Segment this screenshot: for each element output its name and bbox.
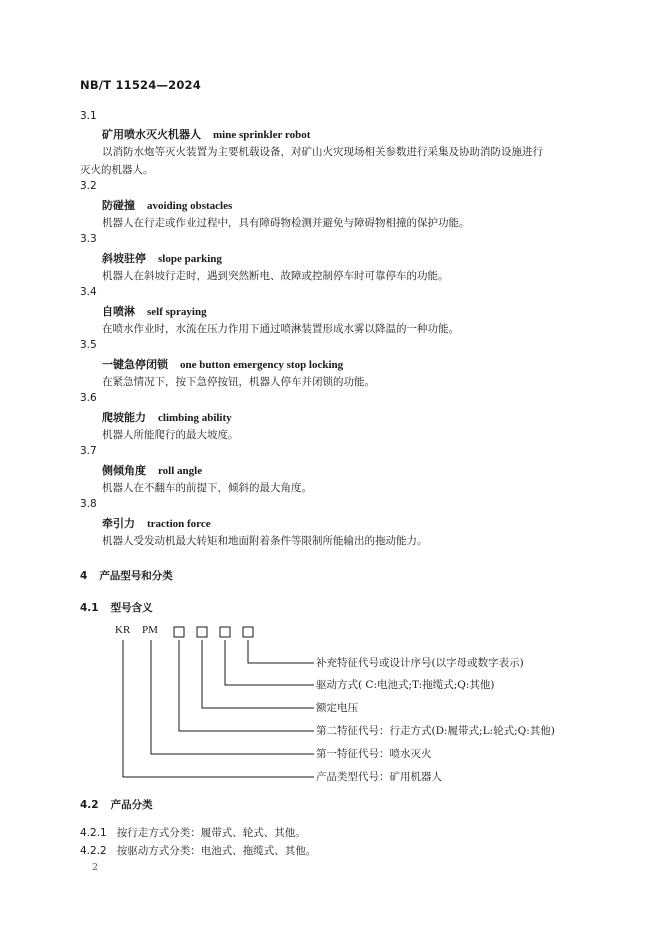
term-chinese: 防碰撞 (102, 199, 135, 212)
term-definition-line: 机器人受发动机最大转矩和地面附着条件等限制所能输出的拖动能力。 (102, 535, 428, 547)
model-label: 产品类型代号：矿用机器人 (316, 771, 442, 783)
term-chinese: 矿用喷水灭火机器人 (102, 128, 201, 141)
term-english: self spraying (147, 306, 207, 318)
leader-line (151, 640, 314, 754)
term-english: roll angle (158, 465, 203, 477)
term-english: slope parking (158, 253, 222, 265)
term-chinese: 牵引力 (102, 517, 135, 530)
clause-item (80, 825, 306, 840)
term-number: 3.2 (80, 180, 97, 192)
clause-number: 4.2.1 (80, 827, 107, 839)
term-number: 3.8 (80, 498, 97, 510)
subsection-heading (80, 797, 153, 812)
term-chinese: 自喷淋 (102, 305, 135, 318)
term-definition-line: 在紧急情况下，按下急停按钮，机器人停车并闭锁的功能。 (102, 376, 375, 388)
clause-number: 4.2.2 (80, 845, 107, 857)
term-number: 3.4 (80, 286, 97, 298)
term-number: 3.1 (80, 110, 97, 122)
term-definition-line: 机器人在不翻车的前提下，倾斜的最大角度。 (102, 482, 312, 494)
section-number: 4.2 (80, 799, 99, 811)
term-definition-line: 机器人在斜坡行走时，遇到突然断电、故障或控制停车时可靠停车的功能。 (102, 270, 449, 282)
model-code-kr: KR (115, 624, 131, 636)
term-definition-line: 机器人所能爬行的最大坡度。 (102, 429, 239, 441)
leader-line (202, 640, 314, 708)
document-header: NB/T 11524—2024 (80, 78, 201, 92)
term-definition-line: 以消防水炮等灭火装置为主要机载设备，对矿山火灾现场相关参数进行采集及协助消防设施进行 (102, 146, 543, 158)
section-title: 型号含义 (110, 602, 153, 614)
code-box (174, 627, 184, 637)
term-number: 3.6 (80, 392, 97, 404)
term-number: 3.7 (80, 445, 97, 457)
term-chinese: 侧倾角度 (102, 464, 146, 477)
term-english: traction force (147, 518, 211, 530)
section-number: 4 (80, 570, 88, 582)
term-number: 3.3 (80, 233, 97, 245)
term-number: 3.5 (80, 339, 97, 351)
code-box (220, 627, 230, 637)
model-label: 补充特征代号或设计序号(以字母或数字表示) (316, 657, 524, 669)
term-english: climbing ability (158, 412, 232, 424)
model-label: 驱动方式( C:电池式;T:拖缆式;Q:其他) (316, 679, 495, 691)
term-chinese: 爬坡能力 (102, 411, 146, 424)
code-box (243, 627, 253, 637)
code-box (197, 627, 207, 637)
model-code-pm: PM (142, 624, 158, 636)
term-english: avoiding obstacles (147, 200, 233, 212)
term-english: one button emergency stop locking (180, 359, 344, 371)
clause-item (80, 843, 316, 858)
model-label: 第二特征代号：行走方式(D:履带式;L:轮式;Q:其他) (316, 725, 555, 737)
section-number: 4.1 (80, 602, 99, 614)
page-number: 2 (92, 862, 99, 873)
clause-text: 按行走方式分类：履带式、轮式、其他。 (116, 827, 306, 839)
section-title: 产品分类 (110, 799, 153, 811)
clause-text: 按驱动方式分类：电池式、拖缆式、其他。 (116, 845, 317, 857)
leader-line (248, 640, 314, 663)
term-chinese: 一键急停闭锁 (102, 358, 168, 371)
model-label: 第一特征代号：喷水灭火 (316, 748, 432, 760)
term-definition-line: 在喷水作业时，水流在压力作用下通过喷淋装置形成水雾以降温的一种功能。 (102, 323, 459, 335)
model-label: 额定电压 (316, 702, 358, 714)
term-english: mine sprinkler robot (213, 129, 311, 141)
term-definition-line: 灭火的机器人。 (80, 164, 154, 176)
term-chinese: 斜坡驻停 (102, 252, 146, 265)
section-title: 产品型号和分类 (99, 570, 173, 582)
term-definition-line: 机器人在行走或作业过程中，具有障碍物检测并避免与障碍物相撞的保护功能。 (102, 217, 470, 229)
